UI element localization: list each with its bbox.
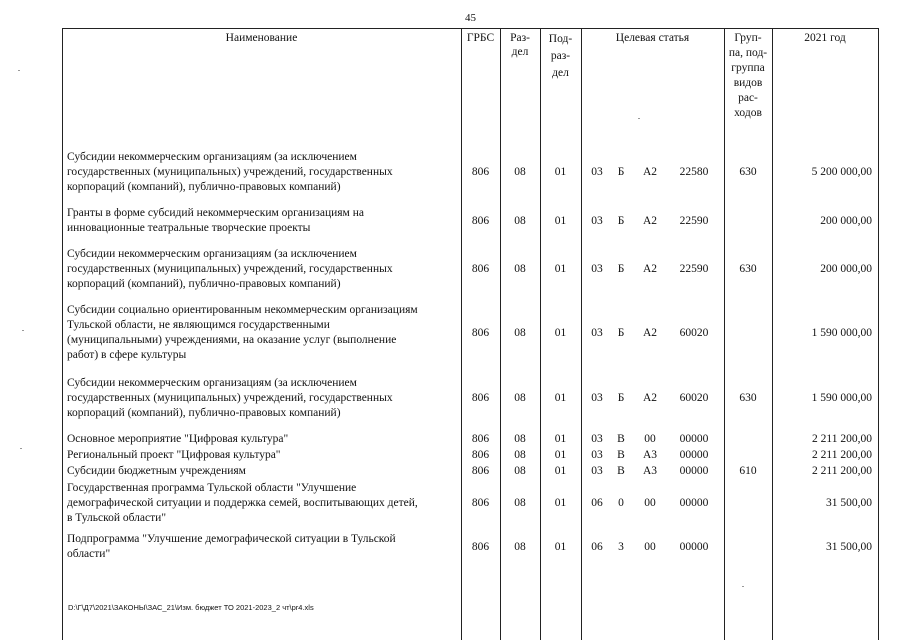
row-name-line: Тульской области, не являющимся государственными [67,319,330,331]
cell-t2: Б [617,392,625,404]
cell-razdel: 08 [514,263,526,275]
header-razdel: Раз- дел [510,32,530,58]
cell-t2: Б [617,214,625,227]
cell-t2: 3 [618,540,624,553]
cell-razdel: 08 [514,497,526,509]
cell-t3: 00 [644,540,656,553]
col-border-year [772,28,773,640]
cell-t3: А2 [642,263,658,275]
cell-t4: 22590 [679,263,709,275]
cell-t3: А2 [642,166,658,178]
cell-t1: 03 [591,263,603,275]
cell-amount: 1 590 000,00 [811,392,872,404]
cell-t1: 06 [591,497,603,509]
cell-t3: А2 [642,326,658,339]
cell-t2: В [617,449,625,461]
page-number: 45 [465,12,476,24]
cell-t2: В [617,433,625,445]
row-name [67,464,459,479]
header-name: Наименование [225,32,298,44]
cell-t3: 00 [644,433,656,445]
cell-amount: 200 000,00 [820,263,872,275]
cell-t4: 60020 [679,326,709,339]
cell-grbs: 806 [471,392,490,404]
cell-podrazdel: 01 [554,497,567,509]
cell-t2: Б [617,166,625,178]
cell-grbs: 806 [471,497,490,509]
cell-t2: 0 [618,497,624,509]
cell-t4: 00000 [679,497,709,509]
header-podrazdel: Под- раз- дел [548,33,573,79]
row-name-line: демографической ситуации и поддержка семей, воспитывающих детей, [67,497,418,509]
cell-razdel: 08 [514,540,526,553]
row-name-line: Субсидии социально ориентированным некоммерческим организациям [67,304,418,316]
row-name-line: в Тульской области" [67,512,167,524]
cell-podrazdel: 01 [554,214,567,227]
file-path-footer: D:\Г\Д7\2021\ЗАКОНЫ\ЗАС_21\Изм. бюджет ТО 2021-2023_2 чт\pr4.xls [68,603,314,612]
cell-vid: 610 [739,465,757,477]
table-top-border [62,28,878,29]
cell-grbs: 806 [471,449,490,461]
row-name [67,532,459,562]
row-name-line: государственных (муниципальных) учреждений, государственных [67,263,393,275]
header-gruppa: Груп- па, под- группа видов рас- ходов [728,32,768,119]
row-name-line: Гранты в форме субсидий некоммерческим организациям на [67,207,364,219]
cell-podrazdel: 01 [554,465,567,477]
row-name-line: Субсидии некоммерческим организациям (за исключением [67,151,357,163]
cell-t1: 03 [591,166,603,178]
cell-t2: В [617,465,625,477]
cell-razdel: 08 [514,166,526,178]
cell-t3: А3 [642,465,658,477]
row-name-line: корпораций (компаний), публично-правовых компаний) [67,278,341,290]
cell-grbs: 806 [471,263,490,275]
row-name-line: государственных (муниципальных) учреждений, государственных [67,166,393,178]
header-year: 2021 год [804,32,846,44]
row-name [67,481,459,526]
cell-grbs: 806 [471,433,490,445]
cell-grbs: 806 [471,326,490,339]
cell-amount: 2 211 200,00 [812,449,872,461]
cell-t1: 03 [591,449,603,461]
row-name [67,303,459,363]
row-name [67,432,459,447]
row-name-line: (муниципальными) учреждениями, на оказание услуг (выполнение [67,334,397,346]
row-name-line: работ) в сфере культуры [67,349,187,361]
cell-t4: 00000 [679,465,709,477]
header-tsel: Целевая статья [615,32,690,44]
row-name-line: Государственная программа Тульской области "Улучшение [67,482,357,494]
cell-vid: 630 [739,166,757,178]
cell-t3: А2 [642,214,658,227]
cell-t1: 03 [591,465,603,477]
row-name-line: корпораций (компаний), публично-правовых компаний) [67,407,341,419]
cell-podrazdel: 01 [554,326,567,339]
cell-t3: А2 [642,392,658,404]
cell-amount: 200 000,00 [820,214,872,227]
row-name-line: Основное мероприятие "Цифровая культура" [67,433,289,445]
cell-vid: 630 [739,263,757,275]
row-name [67,206,459,236]
cell-amount: 5 200 000,00 [811,166,872,178]
cell-t2: Б [617,326,625,339]
scan-speck [22,330,24,331]
scan-speck [20,448,22,449]
cell-t4: 22590 [679,214,709,227]
cell-podrazdel: 01 [554,433,567,445]
cell-t3: 00 [644,497,656,509]
col-border-right [878,28,879,640]
row-name-line: инновационные театральные творческие проекты [67,222,311,234]
cell-grbs: 806 [471,465,490,477]
row-name [67,247,459,292]
cell-razdel: 08 [514,449,526,461]
cell-amount: 31 500,00 [826,497,872,509]
cell-podrazdel: 01 [554,392,567,404]
cell-amount: 31 500,00 [826,540,872,553]
cell-t1: 06 [591,540,603,553]
row-name-line: Субсидии бюджетным учреждениям [67,465,246,477]
row-name-line: Подпрограмма "Улучшение демографической ситуации в Тульской [67,533,396,545]
cell-razdel: 08 [514,433,526,445]
scan-speck [742,586,744,587]
row-name [67,376,459,421]
cell-razdel: 08 [514,465,526,477]
cell-t2: Б [617,263,625,275]
scan-speck [638,118,640,119]
cell-t1: 03 [591,392,603,404]
cell-grbs: 806 [471,166,490,178]
cell-razdel: 08 [514,214,526,227]
row-name-line: корпораций (компаний), публично-правовых компаний) [67,181,341,193]
row-name-line: области" [67,548,111,560]
scan-speck [18,70,20,71]
col-border-tsel [581,28,582,640]
cell-t4: 00000 [679,433,709,445]
cell-t3: А3 [642,449,658,461]
cell-t1: 03 [591,214,603,227]
cell-t4: 22580 [679,166,709,178]
cell-t1: 03 [591,326,603,339]
cell-grbs: 806 [471,540,490,553]
col-border-left [62,28,63,640]
cell-amount: 2 211 200,00 [812,465,872,477]
row-name [67,448,459,463]
cell-t4: 60020 [679,392,709,404]
cell-podrazdel: 01 [554,449,567,461]
cell-t1: 03 [591,433,603,445]
cell-amount: 1 590 000,00 [811,326,872,339]
row-name-line: Региональный проект "Цифровая культура" [67,449,281,461]
row-name-line: Субсидии некоммерческим организациям (за исключением [67,377,357,389]
cell-vid: 630 [739,392,757,404]
cell-razdel: 08 [514,392,526,404]
cell-grbs: 806 [471,214,490,227]
cell-podrazdel: 01 [554,540,567,553]
row-name-line: Субсидии некоммерческим организациям (за исключением [67,248,357,260]
cell-podrazdel: 01 [554,263,567,275]
cell-t4: 00000 [679,540,709,553]
row-name-line: государственных (муниципальных) учреждений, государственных [67,392,393,404]
cell-amount: 2 211 200,00 [812,433,872,445]
header-grbs: ГРБС [466,32,495,44]
cell-t4: 00000 [679,449,709,461]
cell-razdel: 08 [514,326,526,339]
row-name [67,150,459,195]
cell-podrazdel: 01 [554,166,567,178]
